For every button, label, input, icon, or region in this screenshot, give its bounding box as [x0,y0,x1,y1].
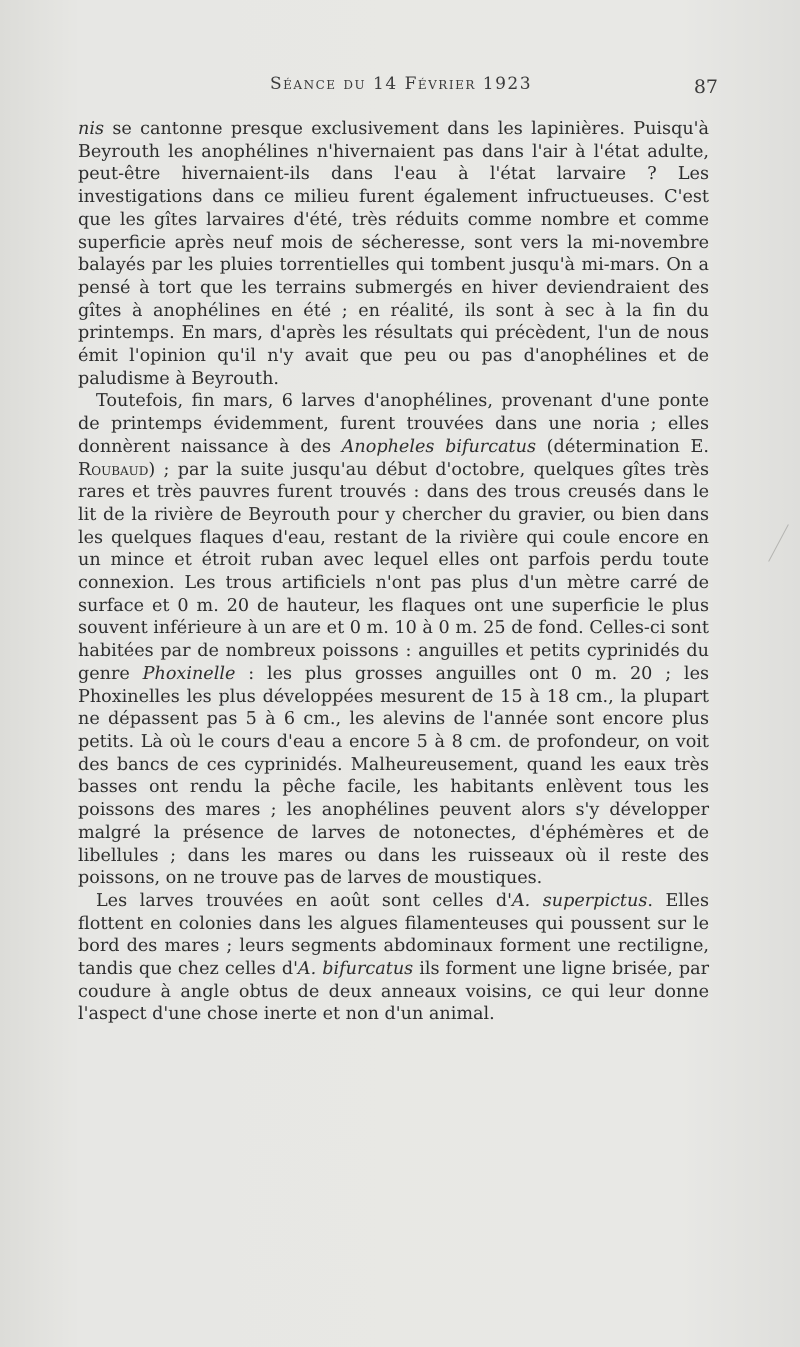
italic-run: A. superpictus [511,890,648,911]
italic-run: nis [78,119,104,139]
text-run: Toutefois, fin mars, 6 larves d'anophélines, provenant d'une ponte de printemps évidemment, furent trouvées dans une noria ; elles donnèrent naissance à des [78,391,709,457]
italic-run: A. bifurcatus [297,959,414,980]
running-header [80,74,720,106]
text-run: (détermination E. [536,436,709,457]
text-run: ) ; par la suite jusqu'au début d'octobre, quelques gîtes très rares et très pauvres furent trouvés : dans des trous creusés dans le lit de la rivière de Beyrouth pour y chercher du gravier, ou bien dans les quelques flaques d'eau, restant de la rivière qui coule encore en un mince et étroit ruban avec lequel elles ont parfois perdu toute connexion. Les trous artificiels n'ont pas plus d'un mètre carré de surface et 0 m. 20 de hauteur, les flaques ont une superficie le plus souvent inférieure à un are et 0 m. 10 à 0 m. 25 de fond. Celles-ci sont habitées par de nombreux poissons : anguilles et petits cyprinidés du genre [78,459,709,684]
small-caps-run: Roubaud [78,459,149,480]
margin-mark [768,524,789,562]
text-run: : les plus grosses anguilles ont 0 m. 20 ; les Phoxinelles les plus développées mesurent de 15 à 18 cm., la plupart ne dépassent pas 5 à 6 cm., les alevins de l'année sont encore plus petits. Là où le cours d'eau a encore 5 à 8 cm. de profondeur, on voit des bancs de ces cyprinidés. Malheureusement, quand les eaux très basses ont rendu la pêche facile, les habitants enlèvent tous les poissons des mares ; les anophélines peuvent alors s'y développer malgré la présence de larves de notonectes, d'éphémères et de libellules ; dans les mares ou dans les ruisseaux où il reste des poissons, on ne trouve pas de larves de moustiques. [78,663,710,889]
italic-run: Phoxinelle [142,663,236,684]
paragraph [78,118,709,390]
text-run: . Elles flottent en colonies dans les algues filamenteuses qui poussent sur le bord des mares ; leurs segments abdominaux forment une rectiligne, tandis que chez celles d' [78,890,709,980]
text-run: Les larves trouvées en août sont celles d' [96,890,512,911]
paragraph [78,390,709,889]
paragraph [78,890,709,1026]
text-run: ils forment une ligne brisée, par coudure à angle obtus de deux anneaux voisins, ce qui leur donne l'aspect d'une chose inerte et non d'un animal. [78,959,709,1025]
page-number: 87 [693,76,718,98]
italic-run: Anopheles bifurcatus [341,436,536,457]
running-title: Séance du 14 Février 1923 [270,74,533,94]
text-run: se cantonne presque exclusivement dans les lapinières. Puisqu'à Beyrouth les anophélines n'hivernaient pas dans l'air à l'état adulte, peut-être hivernaient-ils dans l'eau à l'état larvaire ? Les investigations dans ce milieu furent également infructueuses. C'est que les gîtes larvaires d'été, très réduits comme nombre et comme superficie après neuf mois de sécheresse, sont vers la mi-novembre balayés par les pluies torrentielles qui tombent jusqu'à mi-mars. On a pensé à tort que les terrains submergés en hiver deviendraient des gîtes à anophélines en été ; en réalité, ils sont à sec à la fin du printemps. En mars, d'après les résultats qui précèdent, l'un de nous émit l'opinion qu'il n'y avait que peu ou pas d'anophélines et de paludisme à Beyrouth. [78,119,709,389]
body-text [78,118,709,1026]
